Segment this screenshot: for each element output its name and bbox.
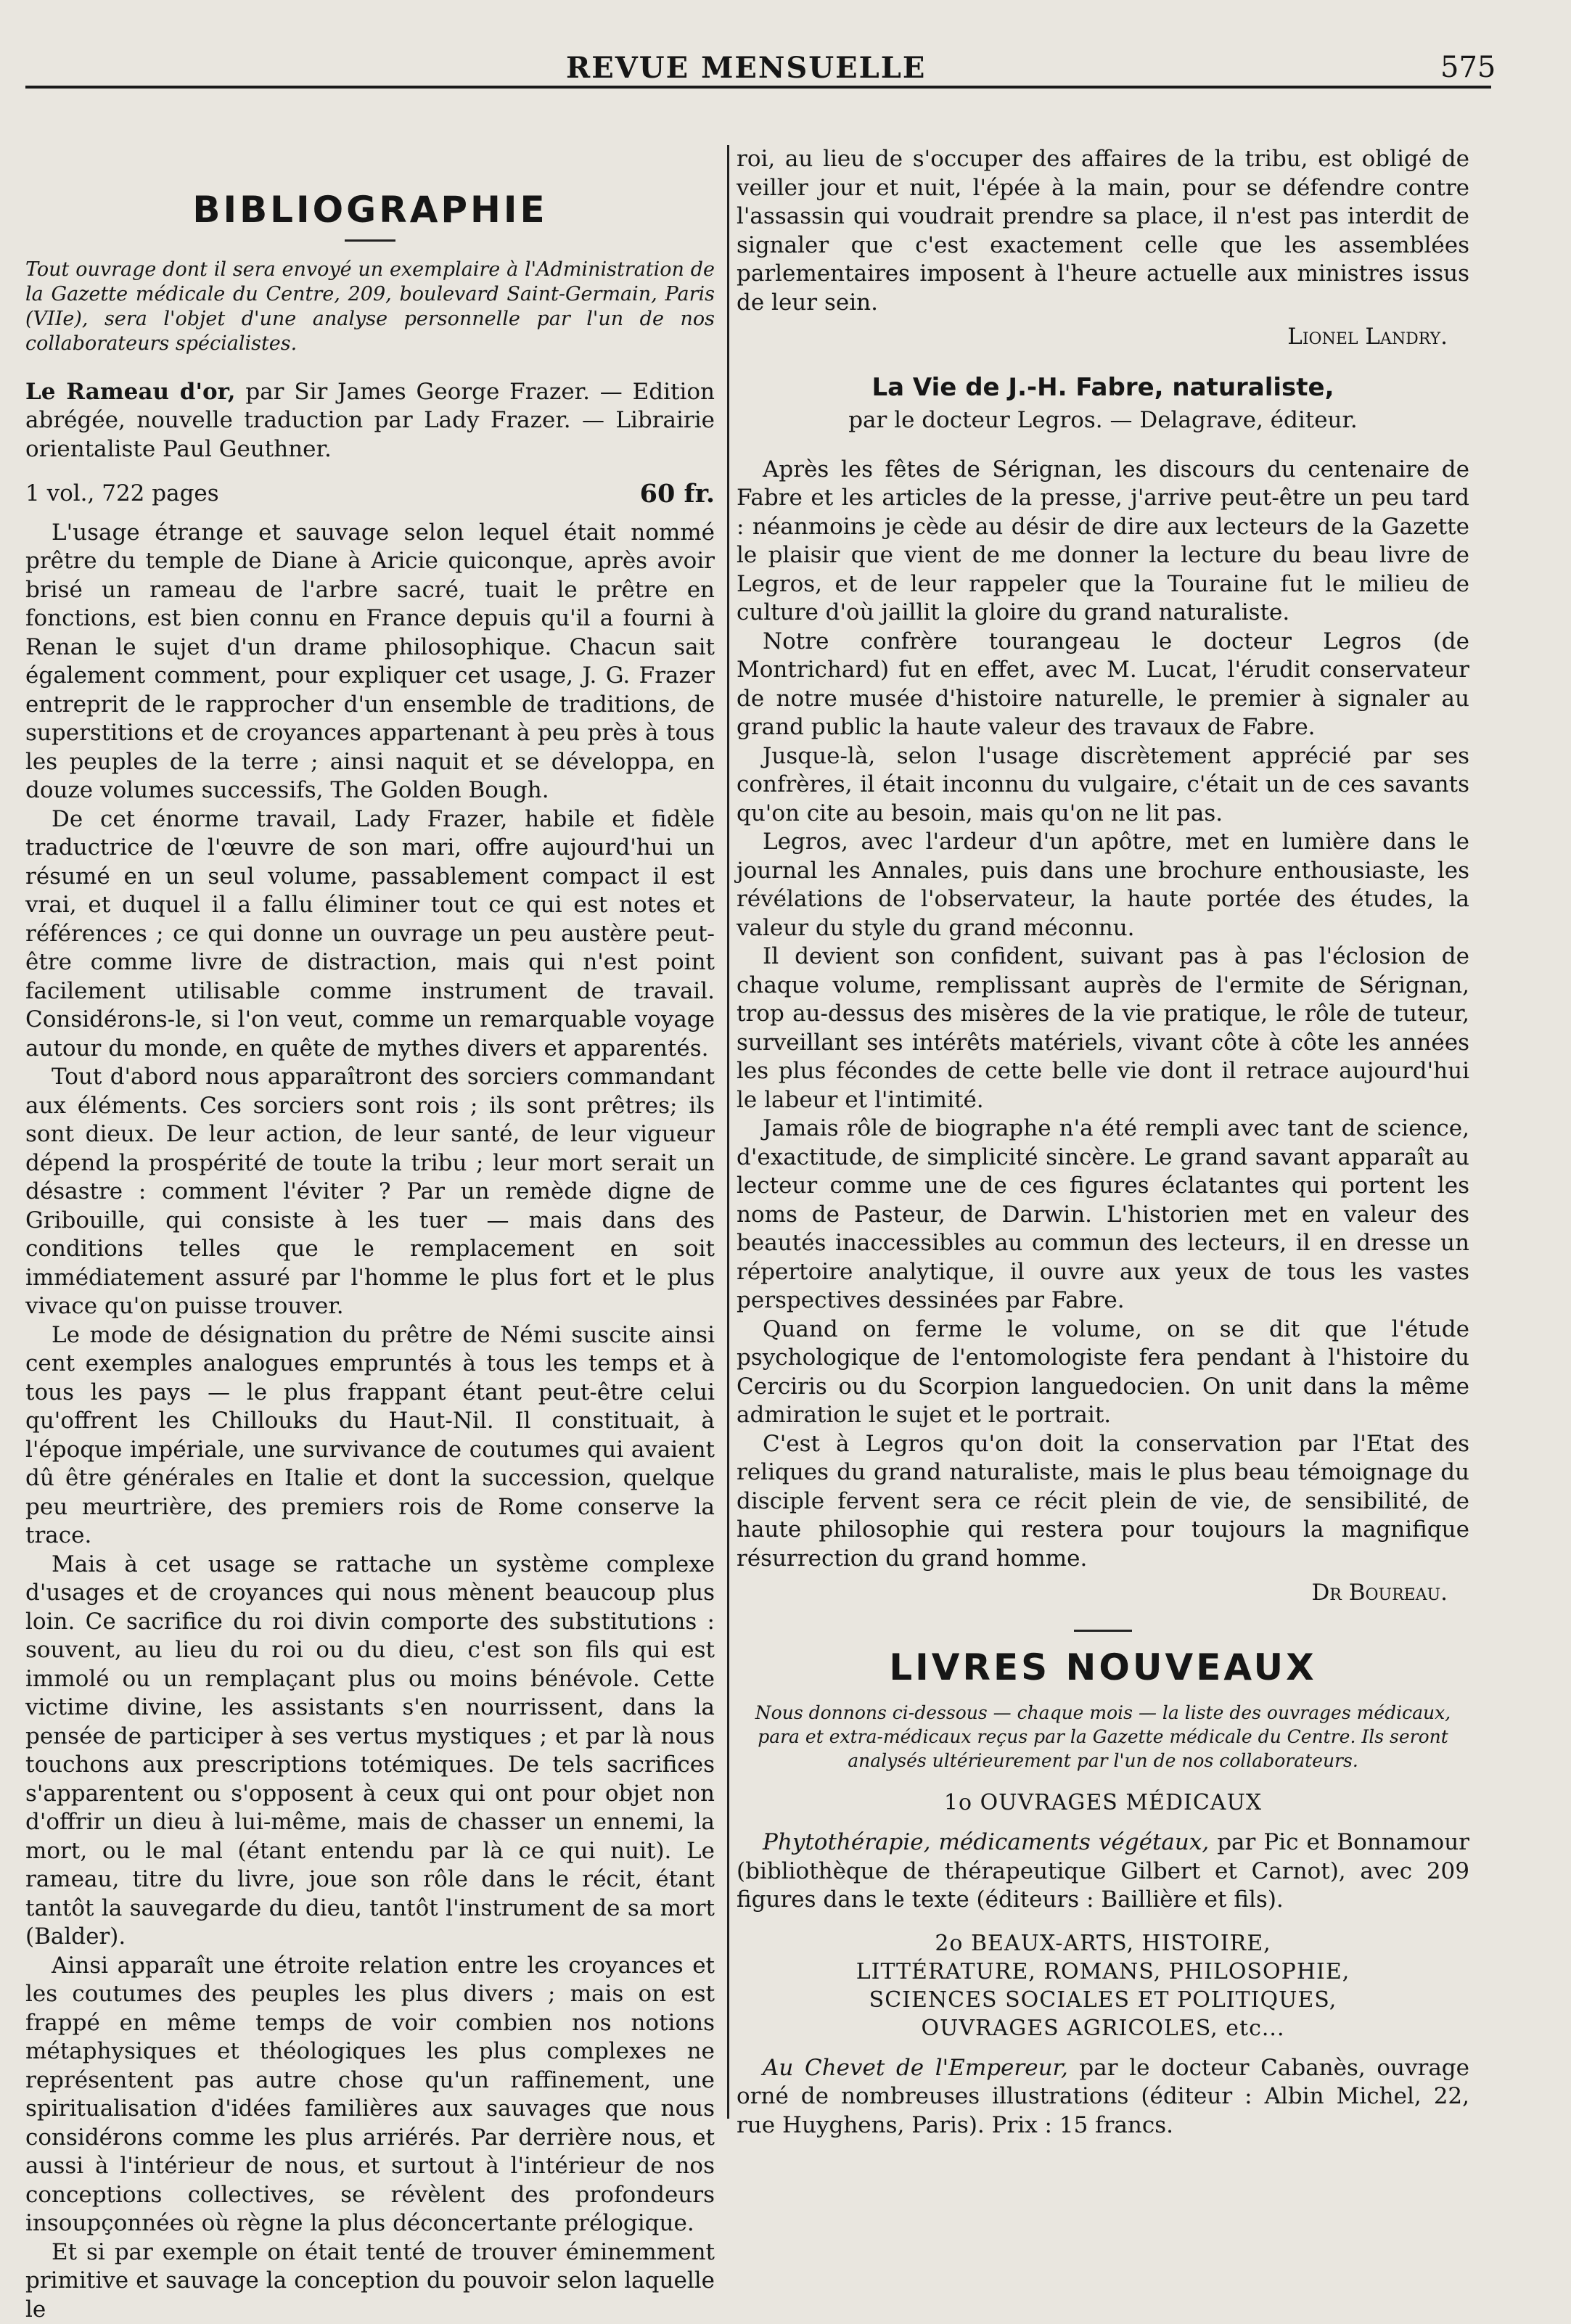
new-book-details: par Pic et Bonnamour (bibliothèque de thérapeutique Gilbert et Carnot), avec 209 figures dans le texte (éditeurs : Baillière et fils).: [737, 1829, 1469, 1913]
price-line: [25, 480, 715, 509]
livres-nouveaux-heading: LIVRES NOUVEAUX: [737, 1654, 1469, 1683]
fabre-review-title: La Vie de J.-H. Fabre, naturaliste,: [737, 374, 1469, 403]
book-title: Le Rameau d'or,: [25, 379, 236, 405]
heading-rule: [345, 239, 395, 242]
review-paragraph: Il devient son confident, suivant pas à pas l'éclosion de chaque volume, remplissant auprès de l'ermite de Sérignan, trop au-dessus des misères de la vie pratique, le rôle de tuteur, surveillant ses intérêts matériels, vivant côte à côte les années les plus fécondes de cette belle vie dont il retrace aujourd'hui le labeur et l'intimité.: [737, 943, 1469, 1114]
page-number: 575: [1440, 51, 1496, 84]
category-medical: 1o OUVRAGES MÉDICAUX: [737, 1789, 1469, 1817]
review-paragraph: Et si par exemple on était tenté de trouver éminemment primitive et sauvage la conception du pouvoir selon laquelle le: [25, 2238, 715, 2324]
right-column: [737, 145, 1469, 2154]
section-rule: [1074, 1630, 1132, 1632]
review-paragraph: Jusque-là, selon l'usage discrètement apprécié par ses confrères, il était inconnu du vulgaire, c'était un de ces savants qu'on cite au besoin, mais qu'on ne lit pas.: [737, 742, 1469, 829]
category-arts: [737, 1929, 1469, 2042]
new-book-entry: [737, 2054, 1469, 2140]
bibliographie-heading: BIBLIOGRAPHIE: [25, 196, 715, 225]
category-line: SCIENCES SOCIALES ET POLITIQUES,: [737, 1986, 1469, 2014]
submission-notice: Tout ouvrage dont il sera envoyé un exemplaire à l'Administration de la Gazette médicale du Centre, 209, boulevard Saint-Germain, Paris (VIIe), sera l'objet d'une analyse personnelle par l'un de nos collaborateurs spécialistes.: [25, 258, 715, 356]
book-price: 60 fr.: [640, 480, 715, 509]
livres-intro: Nous donnons ci-dessous — chaque mois — la liste des ouvrages médicaux, para et extra-médicaux reçus par la Gazette médicale du Centre. Ils seront analysés ultérieurement par l'un de nos collaborateurs.: [744, 1701, 1462, 1773]
signature-boureau: Dr Boureau.: [737, 1579, 1448, 1608]
signature-landry: Lionel Landry.: [737, 323, 1448, 352]
review-paragraph: De cet énorme travail, Lady Frazer, habile et fidèle traductrice de l'œuvre de son mari, offre aujourd'hui un résumé en un seul volume, passablement compact il est vrai, et duquel il a fallu éliminer tout ce qui est notes et références ; ce qui donne un ouvrage un peu austère peut-être comme livre de distraction, mais qui n'est point facilement utilisable comme instrument de travail. Considérons-le, si l'on veut, comme un remarquable voyage autour du monde, en quête de mythes divers et apparentés.: [25, 805, 715, 1064]
review-paragraph: Tout d'abord nous apparaîtront des sorciers commandant aux éléments. Ces sorciers sont rois ; ils sont prêtres; ils sont dieux. De leur action, de leur santé, de leur vigueur dépend la prospérité de toute la tribu ; leur mort serait un désastre : comment l'éviter ? Par un remède digne de Gribouille, qui consiste à les tuer — mais dans des conditions telles que le remplacement en soit immédiatement assuré par l'homme le plus fort et le plus vivace qu'on puisse trouver.: [25, 1063, 715, 1321]
review-paragraph: Quand on ferme le volume, on se dit que l'étude psychologique de l'entomologiste fera pendant à l'histoire du Cerciris ou du Scorpion languedocien. On unit dans la même admiration le sujet et le portrait.: [737, 1315, 1469, 1430]
header-rule: [25, 86, 1491, 89]
category-line: OUVRAGES AGRICOLES, etc...: [737, 2014, 1469, 2042]
review-paragraph: Le mode de désignation du prêtre de Némi suscite ainsi cent exemples analogues empruntés à tous les temps et à tous les pays — le plus frappant étant peut-être celui qu'offrent les Chillouks du Haut-Nil. Il constituait, à l'époque impériale, une survivance de coutumes qui avaient dû être générales en Italie et dont la succession, quelque peu meurtrière, des premiers rois de Rome conserve la trace.: [25, 1321, 715, 1551]
new-book-title: Phytothérapie, médicaments végétaux,: [763, 1829, 1209, 1855]
review-paragraph: Notre confrère tourangeau le docteur Legros (de Montrichard) fut en effet, avec M. Lucat, l'érudit conservateur de notre musée d'histoire naturelle, le premier à signaler au grand public la haute valeur des travaux de Fabre.: [737, 628, 1469, 742]
review-paragraph: C'est à Legros qu'on doit la conservation par l'Etat des reliques du grand naturaliste, mais le plus beau témoignage du disciple fervent sera ce récit plein de vie, de sensibilité, de haute philosophie qui restera pour toujours la magnifique résurrection du grand homme.: [737, 1430, 1469, 1574]
category-line: LITTÉRATURE, ROMANS, PHILOSOPHIE,: [737, 1958, 1469, 1986]
review-paragraph: Legros, avec l'ardeur d'un apôtre, met en lumière dans le journal les Annales, puis dans une brochure enthousiaste, les révélations de l'observateur, la haute portée des études, la valeur du style du grand méconnu.: [737, 828, 1469, 943]
journal-title: REVUE MENSUELLE: [566, 51, 926, 85]
volume-info: 1 vol., 722 pages: [25, 480, 219, 509]
review-continuation: roi, au lieu de s'occuper des affaires de la tribu, est obligé de veiller jour et nuit, l'épée à la main, pour se défendre contre l'assassin qui voudrait prendre sa place, il n'est pas interdit de signaler que c'est exactement celle que les assemblées parlementaires imposent à l'heure actuelle aux ministres issus de leur sein.: [737, 145, 1469, 317]
book-reference: [25, 378, 715, 464]
review-paragraph: Ainsi apparaît une étroite relation entre les croyances et les coutumes des peuples les plus divers ; mais on est frappé en même temps de voir combien nos notions métaphysiques et théologiques les plus complexes ne représentent pas autre chose qu'un raffinement, une spiritualisation d'idées familières aux sauvages que nous considérons comme les plus arriérés. Par derrière nous, et aussi à l'intérieur de nous, et surtout à l'intérieur de nos conceptions collectives, se révèlent des profondeurs insoupçonnées où règne la plus déconcertante prélogique.: [25, 1952, 715, 2238]
review-paragraph: Après les fêtes de Sérignan, les discours du centenaire de Fabre et les articles de la presse, j'arrive peut-être un peu tard : néanmoins je cède au désir de dire aux lecteurs de la Gazette le plaisir que vient de me donner la lecture du beau livre de Legros, et de leur rappeler que la Touraine fut le milieu de culture d'où jaillit la gloire du grand naturaliste.: [737, 456, 1469, 628]
book-details: par Sir James George Frazer. — Edition abrégée, nouvelle traduction par Lady Frazer. — Librairie orientaliste Paul Geuthner.: [25, 379, 715, 462]
column-divider: [727, 145, 729, 2119]
review-paragraph: Jamais rôle de biographe n'a été rempli avec tant de science, d'exactitude, de simplicité sincère. Le grand savant apparaît au lecteur comme une de ces figures éclatantes qui portent les noms de Pasteur, de Darwin. L'historien met en valeur des beautés inaccessibles au commun des lecteurs, il en dresse un répertoire analytique, il ouvre aux yeux de tous les vastes perspectives dessinées par Fabre.: [737, 1114, 1469, 1315]
new-book-title: Au Chevet de l'Empereur,: [763, 2055, 1068, 2081]
review-paragraph: L'usage étrange et sauvage selon lequel était nommé prêtre du temple de Diane à Aricie quiconque, après avoir brisé un rameau de l'arbre sacré, tuait le prêtre en fonctions, est bien connu en France depuis qu'il a fourni à Renan le sujet d'un drame philosophique. Chacun sait également comment, pour expliquer cet usage, J. G. Frazer entreprit de le rapprocher d'un ensemble de traditions, de superstitions et de croyances appartenant à peu près à tous les peuples de la terre ; ainsi naquit et se développa, en douze volumes successifs, The Golden Bough.: [25, 519, 715, 805]
new-book-details: par le docteur Cabanès, ouvrage orné de nombreuses illustrations (éditeur : Albin Michel, 22, rue Huyghens, Paris). Prix : 15 francs.: [737, 2055, 1469, 2138]
category-line: 2o BEAUX-ARTS, HISTOIRE,: [737, 1929, 1469, 1958]
fabre-review-subtitle: par le docteur Legros. — Delagrave, éditeur.: [737, 406, 1469, 435]
left-column: [25, 145, 715, 2324]
review-paragraph: Mais à cet usage se rattache un système complexe d'usages et de croyances qui nous mènent beaucoup plus loin. Ce sacrifice du roi divin comporte des substitutions : souvent, au lieu du roi ou du dieu, c'est son fils qui est immolé ou un remplaçant plus ou moins bénévole. Cette victime divine, les assistants s'en nourrissent, dans la pensée de participer à ses vertus mystiques ; et par là nous touchons aux prescriptions totémiques. De tels sacrifices s'apparentent ou s'opposent à ceux qui ont pour objet non d'offrir un dieu à lui-même, mais de chasser un ennemi, la mort, ou le mal (étant entendu par là ce qui nuit). Le rameau, titre du livre, joue son rôle dans le récit, étant tantôt la sauvegarde du dieu, tantôt l'instrument de sa mort (Balder).: [25, 1551, 715, 1952]
new-book-entry: [737, 1828, 1469, 1915]
